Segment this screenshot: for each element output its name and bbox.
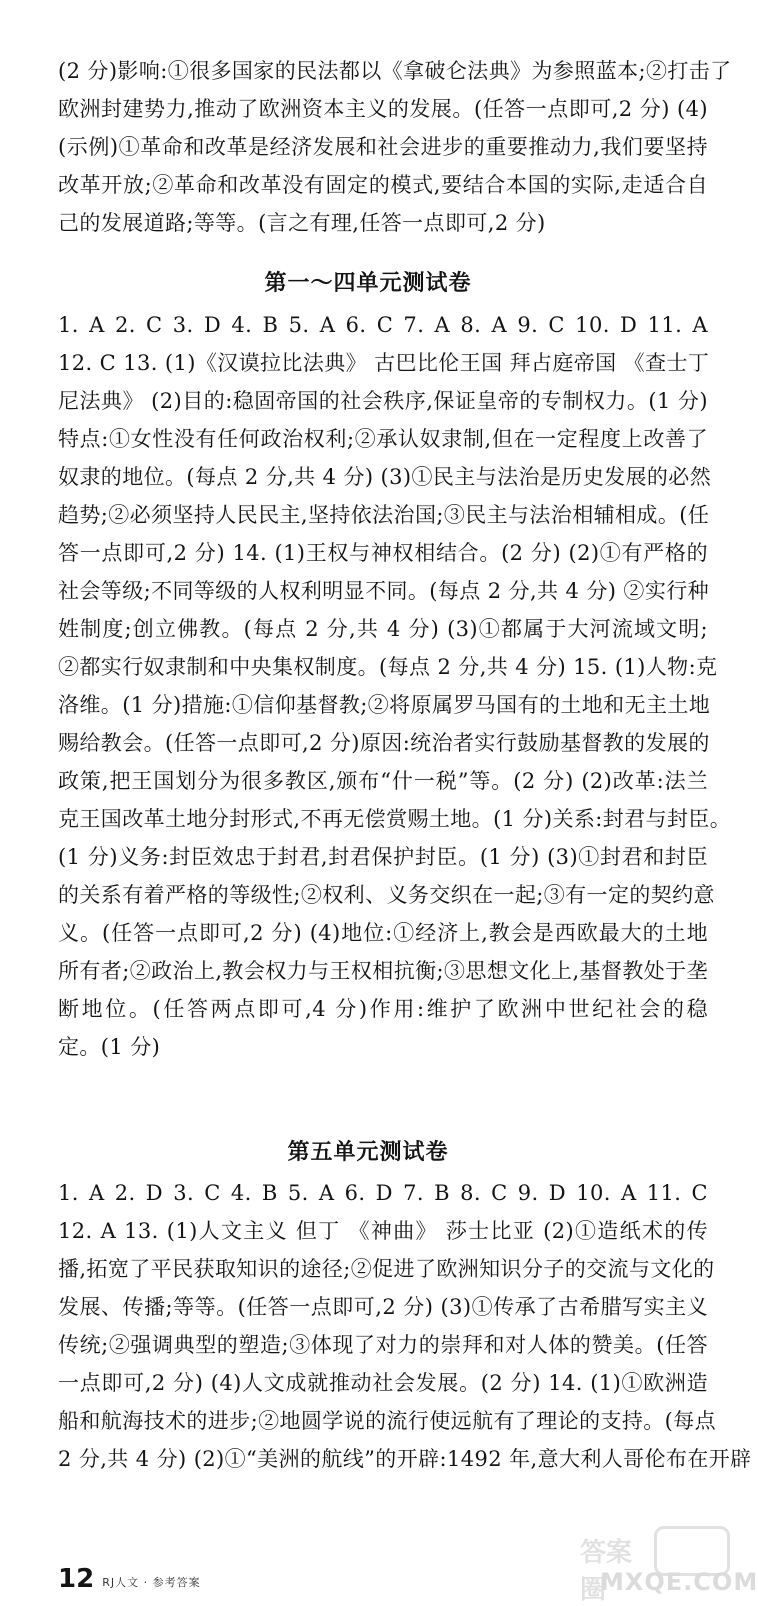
text-line: 2 分,共 4 分) (2)①“美洲的航线”的开辟:1492 年,意大利人哥伦布在开辟 bbox=[58, 1447, 752, 1471]
text-line: 改革开放;②革命和改革没有固定的模式,要结合本国的实际,走适合自 bbox=[58, 173, 708, 197]
text-line: 洛维。(1 分)措施:①信仰基督教;②将原属罗马国有的土地和无主土地 bbox=[58, 693, 711, 717]
section-heading-unit-5: 第五单元测试卷 bbox=[287, 1140, 449, 1165]
text-line: (1 分)义务:封臣效忠于封君,封君保护封臣。(1 分) (3)①封君和封臣 bbox=[58, 845, 708, 869]
text-line: 1. A 2. D 3. C 4. B 5. A 6. D 7. B 8. C 9. D 10. A 11. C bbox=[58, 1181, 708, 1205]
watermark-badge-text: 答案圈 bbox=[580, 1538, 633, 1605]
text-line: 姓制度;创立佛教。(每点 2 分,共 4 分) (3)①都属于大河流域文明; bbox=[58, 617, 708, 641]
text-line: 发展、传播;等等。(任答一点即可,2 分) (3)①传承了古希腊写实主义 bbox=[58, 1295, 708, 1319]
page-number: 12 bbox=[58, 1564, 95, 1594]
text-line: 12. A 13. (1)人文主义 但丁 《神曲》 莎士比亚 (2)①造纸术的传 bbox=[58, 1219, 708, 1243]
text-line: 传统;②强调典型的塑造;③体现了对力的崇拜和对人体的赞美。(任答 bbox=[58, 1333, 708, 1357]
text-line: 一点即可,2 分) (4)人文成就推动社会发展。(2 分) 14. (1)①欧洲造 bbox=[58, 1371, 708, 1395]
text-line: (示例)①革命和改革是经济发展和社会进步的重要推动力,我们要坚持 bbox=[58, 135, 708, 159]
watermark-logo bbox=[580, 1526, 758, 1605]
text-line: 定。(1 分) bbox=[58, 1035, 161, 1059]
text-line: 12. C 13. (1)《汉谟拉比法典》 古巴比伦王国 拜占庭帝国 《查士丁 bbox=[58, 351, 710, 375]
text-line: 所有者;②政治上,教会权力与王权相抗衡;③思想文化上,基督教处于垄 bbox=[58, 959, 708, 983]
text-line: 的关系有着严格的等级性;②权利、义务交织在一起;③有一定的契约意 bbox=[58, 883, 715, 907]
text-line: 特点:①女性没有任何政治权利;②承认奴隶制,但在一定程度上改善了 bbox=[58, 427, 708, 451]
text-line: 社会等级;不同等级的人权利明显不同。(每点 2 分,共 4 分) ②实行种 bbox=[58, 579, 710, 603]
text-line: 奴隶的地位。(每点 2 分,共 4 分) (3)①民主与法治是历史发展的必然 bbox=[58, 465, 712, 489]
footer-note: RJ人文 · 参考答案 bbox=[102, 1576, 201, 1589]
text-line: 政策,把王国划分为很多教区,颁布“什一税”等。(2 分) (2)改革:法兰 bbox=[58, 769, 708, 793]
text-line: (2 分)影响:①很多国家的民法都以《拿破仑法典》为参照蓝本;②打击了 bbox=[58, 59, 732, 83]
text-line: 义。(任答一点即可,2 分) (4)地位:①经济上,教会是西欧最大的土地 bbox=[58, 921, 708, 945]
section-heading-units-1-4: 第一～四单元测试卷 bbox=[264, 271, 472, 296]
text-line: 断地位。(任答两点即可,4 分)作用:维护了欧洲中世纪社会的稳 bbox=[58, 997, 708, 1021]
text-line: 答一点即可,2 分) 14. (1)王权与神权相结合。(2 分) (2)①有严格的 bbox=[58, 541, 708, 565]
text-line: 赐给教会。(任答一点即可,2 分)原因:统治者实行鼓励基督教的发展的 bbox=[58, 731, 710, 755]
text-line: 1. A 2. C 3. D 4. B 5. A 6. C 7. A 8. A 9. C 10. D 11. A bbox=[58, 313, 708, 337]
text-line: 播,拓宽了平民获取知识的途径;②促进了欧洲知识分子的交流与文化的 bbox=[58, 1257, 715, 1281]
text-line: 趋势;②必须坚持人民民主,坚持依法治国;③民主与法治相辅相成。(任 bbox=[58, 503, 710, 527]
text-line: 克王国改革土地分封形式,不再无偿赏赐土地。(1 分)关系:封君与封臣。 bbox=[58, 807, 732, 831]
text-line: 船和航海技术的进步;②地圆学说的流行使远航有了理论的支持。(每点 bbox=[58, 1409, 717, 1433]
text-line: 尼法典》 (2)目的:稳固帝国的社会秩序,保证皇帝的专制权力。(1 分) bbox=[58, 389, 708, 413]
text-line: ②都实行奴隶制和中央集权制度。(每点 2 分,共 4 分) 15. (1)人物:克 bbox=[58, 655, 718, 679]
page-footer bbox=[58, 1560, 201, 1594]
text-line: 欧洲封建势力,推动了欧洲资本主义的发展。(任答一点即可,2 分) (4) bbox=[58, 97, 708, 121]
watermark-text: MXQE.COM bbox=[600, 1568, 758, 1596]
text-line: 己的发展道路;等等。(言之有理,任答一点即可,2 分) bbox=[58, 211, 546, 235]
